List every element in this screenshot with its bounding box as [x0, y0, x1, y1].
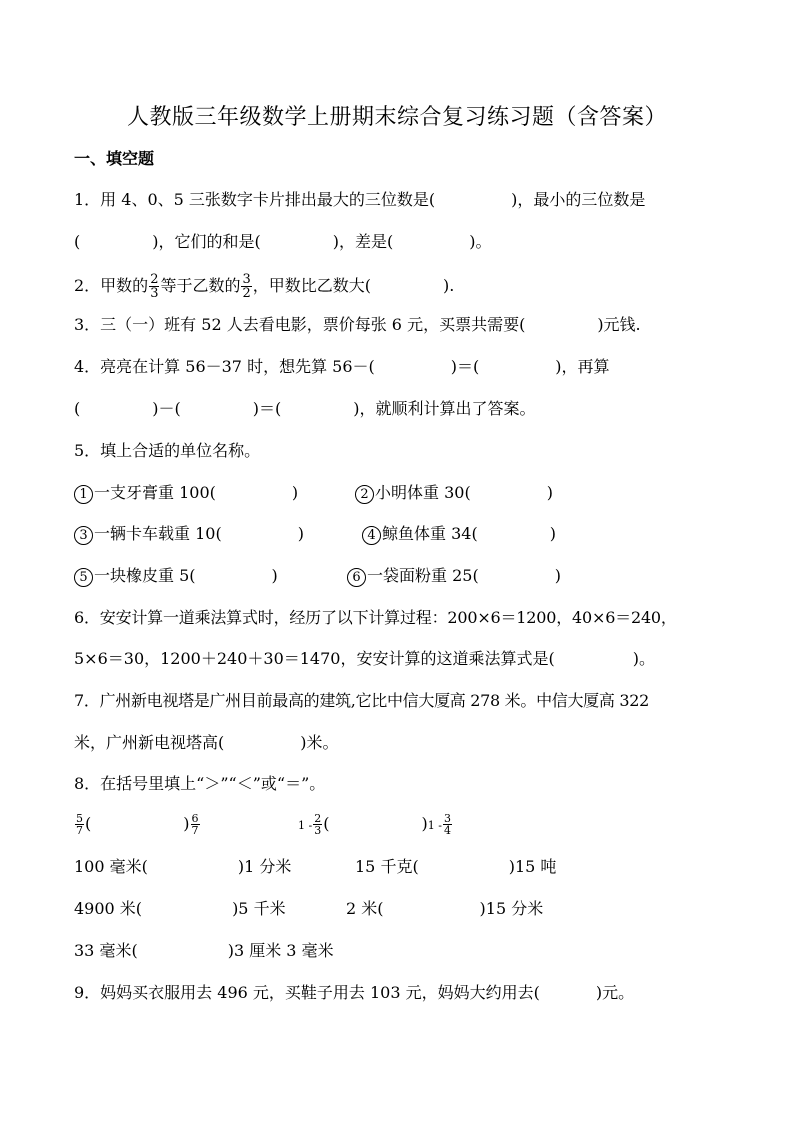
q7-text: )米。: [300, 733, 339, 752]
q3-text: 3．三（一）班有 52 人去看电影，票价每张 6 元，买票共需要(: [74, 315, 526, 334]
question-1-line-1: [74, 189, 645, 211]
question-6-line-2: [74, 648, 655, 670]
compare-text: )15 分米: [479, 899, 544, 918]
q2-text: ).: [443, 276, 455, 295]
compare-row-fractions-2: [298, 810, 453, 840]
unit-item-text: 一袋面粉重 25(: [367, 566, 479, 585]
q2-text: 等于乙数的: [160, 276, 241, 295]
unit-item-1: [74, 482, 298, 504]
q3-text: )元钱.: [597, 315, 641, 334]
unit-item-4: [362, 523, 556, 545]
fraction-denominator: 3: [314, 824, 322, 837]
compare-text: )5 千米: [232, 899, 286, 918]
unit-item-2: [355, 482, 553, 504]
unit-item-close: ): [271, 566, 278, 585]
fraction-denominator: 4: [443, 824, 451, 837]
paren-open: (: [85, 814, 92, 833]
unit-item-close: ): [549, 524, 556, 543]
compare-text: )1 分米: [237, 857, 292, 876]
q4-text: (: [74, 399, 81, 418]
unit-item-5: [74, 565, 278, 587]
paren-close: ): [421, 814, 428, 833]
compare-text: 2 米(: [346, 899, 384, 918]
q4-text: )，就顺利计算出了答案。: [353, 399, 536, 418]
paren-close: ): [183, 814, 190, 833]
q1-text: (: [74, 232, 81, 251]
compare-text: 4900 米(: [74, 899, 143, 918]
unit-item-text: 小明体重 30(: [375, 483, 471, 502]
q4-text: )＝(: [252, 399, 282, 418]
unit-item-close: ): [291, 483, 299, 502]
compare-text: )15 吨: [508, 857, 557, 876]
fraction: [443, 813, 452, 836]
question-4-line-1: [74, 356, 610, 378]
question-8-heading: 8．在括号里填上“＞”“＜”或“＝”。: [74, 774, 326, 793]
fraction-numerator: 5: [76, 812, 83, 825]
question-2: [74, 273, 454, 300]
one-minus: 1 -: [427, 819, 442, 832]
q9-text: 9．妈妈买衣服用去 496 元，买鞋子用去 103 元，妈妈大约用去(: [74, 983, 540, 1002]
fraction: [241, 273, 251, 300]
question-7-line-2: [74, 732, 339, 754]
circled-number: 1: [74, 485, 93, 504]
question-9: [74, 982, 634, 1004]
unit-item-text: 一支牙膏重 100(: [94, 483, 216, 502]
section-heading: 一、填空题: [74, 149, 155, 168]
unit-item-text: 一辆卡车载重 10(: [94, 524, 222, 543]
q1-text: )，它们的和是(: [152, 232, 261, 251]
unit-item-3: [74, 523, 304, 545]
q1-text: )，最小的三位数是: [511, 190, 646, 209]
question-1-line-2: [74, 231, 492, 253]
circled-number: 5: [74, 568, 93, 587]
fraction-denominator: 7: [76, 824, 83, 837]
unit-item-close: ): [546, 483, 553, 502]
compare-text: )3 厘米 3 毫米: [227, 941, 334, 960]
fraction-numerator: 3: [242, 272, 251, 287]
q2-text: 2．甲数的: [74, 276, 149, 295]
unit-item-close: ): [554, 566, 561, 585]
fraction-denominator: 7: [191, 824, 199, 837]
fraction-numerator: 2: [314, 812, 322, 825]
compare-row-3a: [74, 898, 286, 920]
circled-number: 6: [347, 568, 366, 587]
compare-row-2b: [355, 856, 556, 878]
q4-text: )＝(: [450, 357, 480, 376]
fraction: [75, 813, 84, 836]
fraction-numerator: 6: [191, 812, 199, 825]
fraction-denominator: 3: [150, 286, 159, 301]
fraction: [149, 273, 159, 300]
compare-row-2a: [74, 856, 291, 878]
q1-text: )。: [469, 232, 492, 251]
compare-text: 15 千克(: [355, 857, 419, 876]
q1-text: )，差是(: [332, 232, 394, 251]
circled-number: 2: [355, 485, 374, 504]
q6-text: 5×6＝30，1200＋240＋30＝1470，安安计算的这道乘法算式是(: [74, 649, 555, 668]
question-7-line-1: 7．广州新电视塔是广州目前最高的建筑,它比中信大厦高 278 米。中信大厦高 322: [74, 691, 650, 710]
q6-text: )。: [632, 649, 655, 668]
unit-item-text: 一块橡皮重 5(: [94, 566, 196, 585]
q7-text: 米，广州新电视塔高(: [74, 733, 225, 752]
question-4-line-2: [74, 398, 536, 420]
fraction-denominator: 2: [242, 286, 251, 301]
question-6-line-1: 6．安安计算一道乘法算式时，经历了以下计算过程：200×6＝1200，40×6＝240，: [74, 608, 677, 627]
unit-item-close: ): [297, 524, 304, 543]
question-5-heading: 5．填上合适的单位名称。: [74, 441, 261, 460]
circled-number: 4: [362, 526, 381, 545]
unit-item-text: 鲸鱼体重 34(: [382, 524, 478, 543]
fraction: [313, 813, 322, 836]
fraction-numerator: 3: [443, 812, 451, 825]
question-3: [74, 314, 641, 336]
fraction: [191, 813, 200, 836]
page-title: 人教版三年级数学上册期末综合复习练习题（含答案）: [126, 105, 667, 130]
q4-text: 4．亮亮在计算 56－37 时，想先算 56－(: [74, 357, 375, 376]
q4-text: )，再算: [555, 357, 610, 376]
compare-row-fractions-1: [74, 810, 201, 838]
compare-text: 100 毫米(: [74, 857, 148, 876]
q9-text: )元。: [595, 983, 635, 1002]
q4-text: )－(: [152, 399, 181, 418]
compare-row-4: [74, 940, 334, 962]
compare-text: 33 毫米(: [74, 941, 138, 960]
compare-row-3b: [346, 898, 543, 920]
unit-item-6: [347, 565, 561, 587]
q2-text: ，甲数比乙数大(: [252, 276, 372, 295]
fraction-numerator: 2: [150, 272, 159, 287]
circled-number: 3: [74, 526, 93, 545]
paren-open: (: [323, 814, 330, 833]
one-minus: 1 -: [298, 819, 313, 832]
q1-text: 1．用 4、0、5 三张数字卡片排出最大的三位数是(: [74, 190, 436, 209]
